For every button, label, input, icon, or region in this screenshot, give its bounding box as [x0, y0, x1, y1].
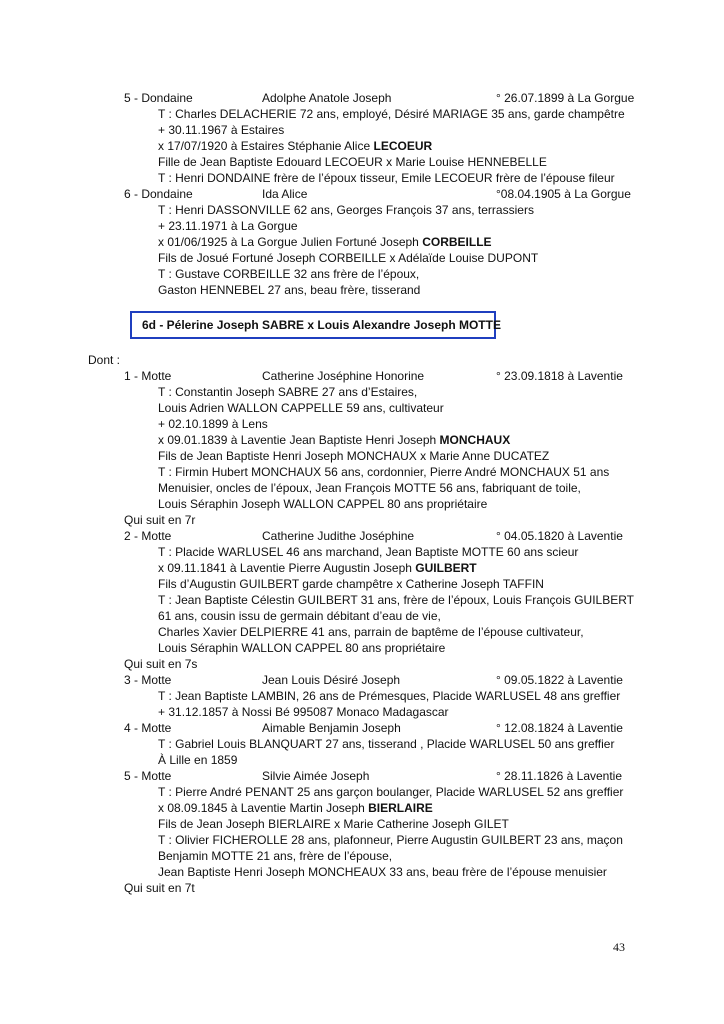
- detail-line: [0, 384, 724, 400]
- detail-line: [0, 848, 724, 864]
- detail-line: [0, 592, 724, 608]
- detail-text: [158, 464, 609, 480]
- detail-line: [0, 624, 724, 640]
- detail-text-part: T : Jean Baptiste Célestin GUILBERT 31 ans, frère de l’époux, Louis François GUILBERT: [158, 593, 635, 607]
- detail-text: [158, 752, 237, 768]
- detail-line: [0, 400, 724, 416]
- detail-text: [158, 202, 534, 218]
- detail-text-part: + 02.10.1899 à Lens: [158, 417, 268, 431]
- detail-line: [0, 202, 724, 218]
- detail-line: [0, 234, 724, 250]
- dont-line: [0, 352, 724, 368]
- detail-text: [158, 250, 538, 266]
- detail-text-part: x 08.09.1845 à Laventie Martin Joseph: [158, 801, 369, 815]
- person-line: [0, 768, 724, 784]
- detail-text-part: T : Charles DELACHERIE 72 ans, employé, Désiré MARIAGE 35 ans, garde champêtre: [158, 107, 625, 121]
- qui-line: [0, 880, 724, 896]
- detail-line: [0, 154, 724, 170]
- person-line: [0, 90, 724, 106]
- detail-line: [0, 464, 724, 480]
- person-birth: ° 26.07.1899 à La Gorgue: [496, 91, 635, 105]
- detail-text-part: Fils de Jean Baptiste Henri Joseph MONCHAUX x Marie Anne DUCATEZ: [158, 449, 550, 463]
- detail-text: [158, 576, 544, 592]
- person-line: [0, 720, 724, 736]
- person-birth: ° 04.05.1820 à Laventie: [496, 529, 623, 543]
- spouse-surname: CORBEILLE: [422, 235, 492, 249]
- detail-text: [158, 624, 584, 640]
- detail-text-part: + 31.12.1857 à Nossi Bé 995087 Monaco Madagascar: [158, 705, 449, 719]
- detail-text-part: Louis Séraphin WALLON CAPPEL 80 ans propriétaire: [158, 641, 446, 655]
- detail-text: [158, 416, 268, 432]
- qui-suit-reference: Qui suit en 7t: [124, 881, 195, 895]
- qui-suit-reference: Qui suit en 7r: [124, 513, 196, 527]
- detail-text-part: x 09.01.1839 à Laventie Jean Baptiste Henri Joseph: [158, 433, 440, 447]
- detail-line: [0, 416, 724, 432]
- person-line: [0, 528, 724, 544]
- detail-line: [0, 704, 724, 720]
- detail-text: [158, 784, 623, 800]
- detail-text: [158, 848, 392, 864]
- person-birth: ° 09.05.1822 à Laventie: [496, 673, 623, 687]
- detail-text-part: Fils d’Augustin GUILBERT garde champêtre x Catherine Joseph TAFFIN: [158, 577, 544, 591]
- person-number: 5 - Dondaine: [124, 91, 193, 105]
- person-birth: ° 28.11.1826 à Laventie: [496, 769, 623, 783]
- qui-suit-reference: Qui suit en 7s: [124, 657, 198, 671]
- detail-text-part: Fils de Josué Fortuné Joseph CORBEILLE x Adélaïde Louise DUPONT: [158, 251, 539, 265]
- person-birth: ° 12.08.1824 à Laventie: [496, 721, 623, 735]
- person-given-names: Ida Alice: [262, 187, 308, 201]
- detail-text: [158, 560, 477, 576]
- person-given-names: Adolphe Anatole Joseph: [262, 91, 392, 105]
- detail-text: [158, 736, 614, 752]
- detail-line: [0, 688, 724, 704]
- detail-text-part: Fille de Jean Baptiste Edouard LECOEUR x Marie Louise HENNEBELLE: [158, 155, 547, 169]
- detail-text-part: T : Constantin Joseph SABRE 27 ans d’Estaires,: [158, 385, 418, 399]
- spouse-surname: MONCHAUX: [439, 433, 511, 447]
- detail-line: [0, 800, 724, 816]
- detail-line: [0, 432, 724, 448]
- detail-line: [0, 736, 724, 752]
- detail-text: [158, 544, 578, 560]
- person-given-names: Silvie Aimée Joseph: [262, 769, 370, 783]
- detail-line: [0, 816, 724, 832]
- person-given-names: Jean Louis Désiré Joseph: [262, 673, 401, 687]
- detail-text-part: Jean Baptiste Henri Joseph MONCHEAUX 33 ans, beau frère de l’épouse menuisier: [158, 865, 607, 879]
- detail-text: [158, 496, 487, 512]
- qui-line: [0, 656, 724, 672]
- detail-line: [0, 122, 724, 138]
- detail-text-part: T : Pierre André PENANT 25 ans garçon boulanger, Placide WARLUSEL 52 ans greffier: [158, 785, 624, 799]
- person-given-names: Catherine Judithe Joséphine: [262, 529, 415, 543]
- detail-text: [158, 864, 607, 880]
- detail-text-part: T : Gustave CORBEILLE 32 ans frère de l’époux,: [158, 267, 420, 281]
- person-line: [0, 672, 724, 688]
- detail-text: [158, 704, 449, 720]
- qui-line: [0, 512, 724, 528]
- detail-line: [0, 448, 724, 464]
- detail-text: [158, 122, 284, 138]
- detail-line: [0, 752, 724, 768]
- detail-line: [0, 496, 724, 512]
- person-number: 6 - Dondaine: [124, 187, 193, 201]
- detail-text: [158, 218, 298, 234]
- detail-text-part: T : Henri DASSONVILLE 62 ans, Georges François 37 ans, terrassiers: [158, 203, 534, 217]
- person-birth: °08.04.1905 à La Gorgue: [496, 187, 631, 201]
- detail-text-part: T : Firmin Hubert MONCHAUX 56 ans, cordonnier, Pierre André MONCHAUX 51 ans: [158, 465, 610, 479]
- detail-text: [158, 592, 634, 608]
- detail-line: [0, 138, 724, 154]
- person-line: [0, 368, 724, 384]
- detail-text-part: T : Olivier FICHEROLLE 28 ans, plafonneur, Pierre Augustin GUILBERT 23 ans, maçon: [158, 833, 623, 847]
- section-heading: 6d - Pélerine Joseph SABRE x Louis Alexandre Joseph MOTTE: [130, 311, 496, 339]
- spouse-surname: LECOEUR: [373, 139, 433, 153]
- detail-text-part: T : Henri DONDAINE frère de l’époux tisseur, Emile LECOEUR frère de l’épouse fileur: [158, 171, 615, 185]
- detail-text-part: Louis Séraphin Joseph WALLON CAPPEL 80 ans propriétaire: [158, 497, 488, 511]
- detail-line: [0, 480, 724, 496]
- detail-line: [0, 832, 724, 848]
- detail-line: [0, 170, 724, 186]
- detail-text-part: À Lille en 1859: [158, 753, 238, 767]
- detail-text: [158, 448, 549, 464]
- detail-text-part: Gaston HENNEBEL 27 ans, beau frère, tisserand: [158, 283, 421, 297]
- detail-text: [158, 688, 620, 704]
- detail-text-part: x 01/06/1925 à La Gorgue Julien Fortuné Joseph: [158, 235, 423, 249]
- detail-text: [158, 640, 445, 656]
- detail-line: [0, 576, 724, 592]
- detail-line: [0, 218, 724, 234]
- detail-text-part: x 17/07/1920 à Estaires Stéphanie Alice: [158, 139, 374, 153]
- detail-line: [0, 640, 724, 656]
- dont-label: Dont :: [88, 353, 121, 367]
- detail-text-part: T : Placide WARLUSEL 46 ans marchand, Jean Baptiste MOTTE 60 ans scieur: [158, 545, 579, 559]
- detail-text-part: T : Jean Baptiste LAMBIN, 26 ans de Prémesques, Placide WARLUSEL 48 ans greffier: [158, 689, 621, 703]
- person-number: 1 - Motte: [124, 369, 172, 383]
- person-number: 5 - Motte: [124, 769, 172, 783]
- detail-text: [158, 384, 417, 400]
- detail-line: [0, 106, 724, 122]
- detail-text: [158, 800, 433, 816]
- person-number: 4 - Motte: [124, 721, 172, 735]
- detail-line: [0, 784, 724, 800]
- person-number: 3 - Motte: [124, 673, 172, 687]
- detail-text: [158, 266, 419, 282]
- detail-text: [158, 154, 547, 170]
- detail-text-part: T : Gabriel Louis BLANQUART 27 ans, tisserand , Placide WARLUSEL 50 ans greffier: [158, 737, 615, 751]
- detail-line: [0, 282, 724, 298]
- detail-text-part: + 30.11.1967 à Estaires: [158, 123, 285, 137]
- detail-text: [158, 816, 509, 832]
- detail-text: [158, 432, 510, 448]
- detail-text-part: 61 ans, cousin issu de germain débitant d’eau de vie,: [158, 609, 441, 623]
- person-given-names: Catherine Joséphine Honorine: [262, 369, 425, 383]
- detail-text-part: + 23.11.1971 à La Gorgue: [158, 219, 298, 233]
- detail-line: [0, 250, 724, 266]
- detail-text-part: Menuisier, oncles de l’époux, Jean François MOTTE 56 ans, fabriquant de toile,: [158, 481, 581, 495]
- detail-line: [0, 266, 724, 282]
- person-birth: ° 23.09.1818 à Laventie: [496, 369, 623, 383]
- page-number: 43: [613, 940, 625, 954]
- detail-line: [0, 560, 724, 576]
- detail-text: [158, 400, 444, 416]
- person-line: [0, 186, 724, 202]
- detail-text: [158, 138, 432, 154]
- detail-text: [158, 170, 615, 186]
- detail-text-part: x 09.11.1841 à Laventie Pierre Augustin Joseph: [158, 561, 416, 575]
- detail-line: [0, 544, 724, 560]
- detail-line: [0, 864, 724, 880]
- detail-text-part: Benjamin MOTTE 21 ans, frère de l’épouse,: [158, 849, 393, 863]
- detail-text: [158, 480, 581, 496]
- spouse-surname: GUILBERT: [415, 561, 477, 575]
- person-given-names: Aimable Benjamin Joseph: [262, 721, 401, 735]
- detail-text: [158, 832, 623, 848]
- person-number: 2 - Motte: [124, 529, 172, 543]
- detail-text-part: Louis Adrien WALLON CAPPELLE 59 ans, cultivateur: [158, 401, 444, 415]
- spouse-surname: BIERLAIRE: [368, 801, 433, 815]
- detail-text: [158, 282, 420, 298]
- detail-text: [158, 234, 492, 250]
- detail-line: [0, 608, 724, 624]
- detail-text-part: Fils de Jean Joseph BIERLAIRE x Marie Catherine Joseph GILET: [158, 817, 509, 831]
- detail-text: [158, 608, 441, 624]
- detail-text: [158, 106, 625, 122]
- detail-text-part: Charles Xavier DELPIERRE 41 ans, parrain de baptême de l’épouse cultivateur,: [158, 625, 584, 639]
